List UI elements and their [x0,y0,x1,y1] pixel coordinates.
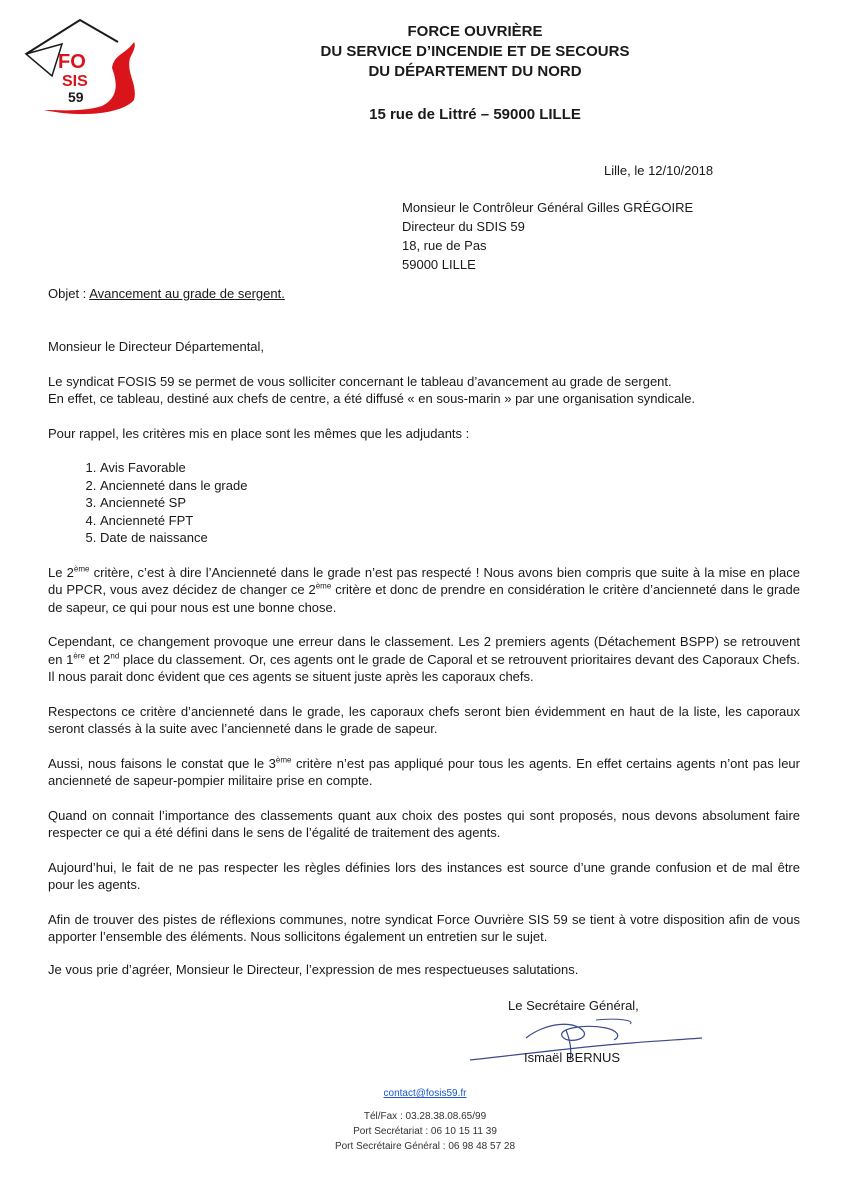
letterhead-line-3: DU DÉPARTEMENT DU NORD [368,63,582,80]
paragraph-7: Quand on connait l’importance des classements quant aux choix des postes qui sont proposés, nous devons absolument faire respecter ce qui a été défini dans le sens de l’égalité de traitement des agents. [48,807,800,840]
list-item: 5. Date de naissance [100,529,800,547]
list-item: 3. Ancienneté SP [100,494,800,512]
recipient-line-1: Monsieur le Contrôleur Général Gilles GRÉGOIRE [402,200,694,215]
paragraph-3-sup-2: ème [315,581,332,591]
logo-roof-shape [26,20,118,54]
subject-label: Objet : [48,286,90,301]
signer-name: Ismaël BERNUS [524,1050,621,1065]
subject-line [48,286,285,301]
list-item: 4. Ancienneté FPT [100,512,800,530]
paragraph-6-sup: ème [275,755,292,765]
paragraph-1 [48,373,800,408]
fosis-logo [22,14,142,122]
paragraph-4-text-b: et 2 [84,651,111,667]
footer-tel: Tél/Fax : 03.28.38.08.65/99 [363,1111,487,1122]
closing-formula: Je vous prie d’agréer, Monsieur le Directeur, l’expression de mes respectueuses salutations. [48,962,579,977]
paragraph-3-sup-1: ème [73,564,90,574]
letterhead-address: 15 rue de Littré – 59000 LILLE [369,106,581,123]
paragraph-4-sup-1: ère [73,651,85,661]
footer-email-row [280,1086,570,1101]
logo-text-sis: SIS [62,73,88,90]
criteria-list [48,459,800,547]
list-item: 1. Avis Favorable [100,459,800,477]
logo-text-fo: FO [58,51,86,73]
contact-email-link[interactable]: contact@fosis59.fr [383,1088,467,1099]
letter-body [48,338,800,963]
paragraph-4-sup-2: nd [110,651,120,661]
list-item: 2. Ancienneté dans le grade [100,477,800,495]
recipient-line-2: Directeur du SDIS 59 [402,219,525,234]
paragraph-6-text-a: Aussi, nous faisons le constat que le 3 [48,755,276,771]
salutation: Monsieur le Directeur Départemental, [48,339,265,354]
recipient-block [402,198,693,274]
letterhead-line-1: FORCE OUVRIÈRE [407,23,543,40]
paragraph-4 [48,633,800,686]
paragraph-3-text-b: critère, c’est à dire l’Ancienneté dans le grade n’est pas respecté ! Nous avons bien compris que suite à la mise en place du PPCR, vous avez décidez de changer ce 2 [48,564,800,597]
footer-secretariat: Port Secrétariat : 06 10 15 11 39 [353,1126,497,1137]
paragraph-3-text-a: Le 2 [48,564,74,580]
paragraph-3-text-c: critère et donc de prendre en considération le critère d’ancienneté dans le grade de sapeur, ce qui pour nous est une bonne chose. [48,582,800,615]
paragraph-6 [48,755,800,790]
paragraph-4-text-c: place du classement. Or, ces agents ont le grade de Caporal et se retrouvent prioritaires devant des Caporaux Chefs. Il nous parait donc évident que ces agents se situent juste après les caporaux chefs. [48,651,801,684]
paragraph-1-line-2: En effet, ce tableau, destiné aux chefs de centre, a été diffusé « en sous-marin » par une organisation syndicale. [48,391,696,406]
paragraph-6-text-b: critère n’est pas appliqué pour tous les agents. En effet certains agents n’ont pas leur ancienneté de sapeur-pompier militaire prise en compte. [48,755,800,788]
paragraph-4-text-a: Cependant, ce changement provoque une erreur dans le classement. Les 2 premiers agents (Détachement BSPP) se retrouvent en 1 [48,634,800,667]
recipient-line-3: 18, rue de Pas [402,238,487,253]
paragraph-8: Aujourd’hui, le fait de ne pas respecter les règles définies lors des instances est source d’une grande confusion et de mal être pour les agents. [48,859,800,892]
paragraph-9: Afin de trouver des pistes de réflexions communes, notre syndicat Force Ouvrière SIS 59 se tient à votre disposition afin de vous apporter l’ensemble des éléments. Nous sollicitons également un entretien sur le sujet. [48,911,800,944]
footer-contact [280,1086,570,1154]
paragraph-5: Respectons ce critère d’ancienneté dans le grade, les caporaux chefs seront bien évidemment en haut de la liste, les caporaux seront classés à la suite avec l’ancienneté dans le grade de sapeur. [48,703,800,736]
subject-text: Avancement au grade de sergent. [89,286,285,301]
logo-roof-left [26,44,62,76]
letter-date: Lille, le 12/10/2018 [604,163,714,178]
footer-secretaire: Port Secrétaire Général : 06 98 48 57 28 [334,1141,516,1152]
paragraph-1-line-1: Le syndicat FOSIS 59 se permet de vous solliciter concernant le tableau d’avancement au grade de sergent. [48,373,672,389]
logo-text-59: 59 [68,89,84,105]
letterhead [290,22,660,82]
paragraph-2: Pour rappel, les critères mis en place sont les mêmes que les adjudants : [48,425,470,441]
letterhead-line-2: DU SERVICE D’INCENDIE ET DE SECOURS [320,43,630,60]
signer-title: Le Secrétaire Général, [508,998,639,1013]
recipient-line-4: 59000 LILLE [402,257,476,272]
paragraph-3 [48,564,800,617]
